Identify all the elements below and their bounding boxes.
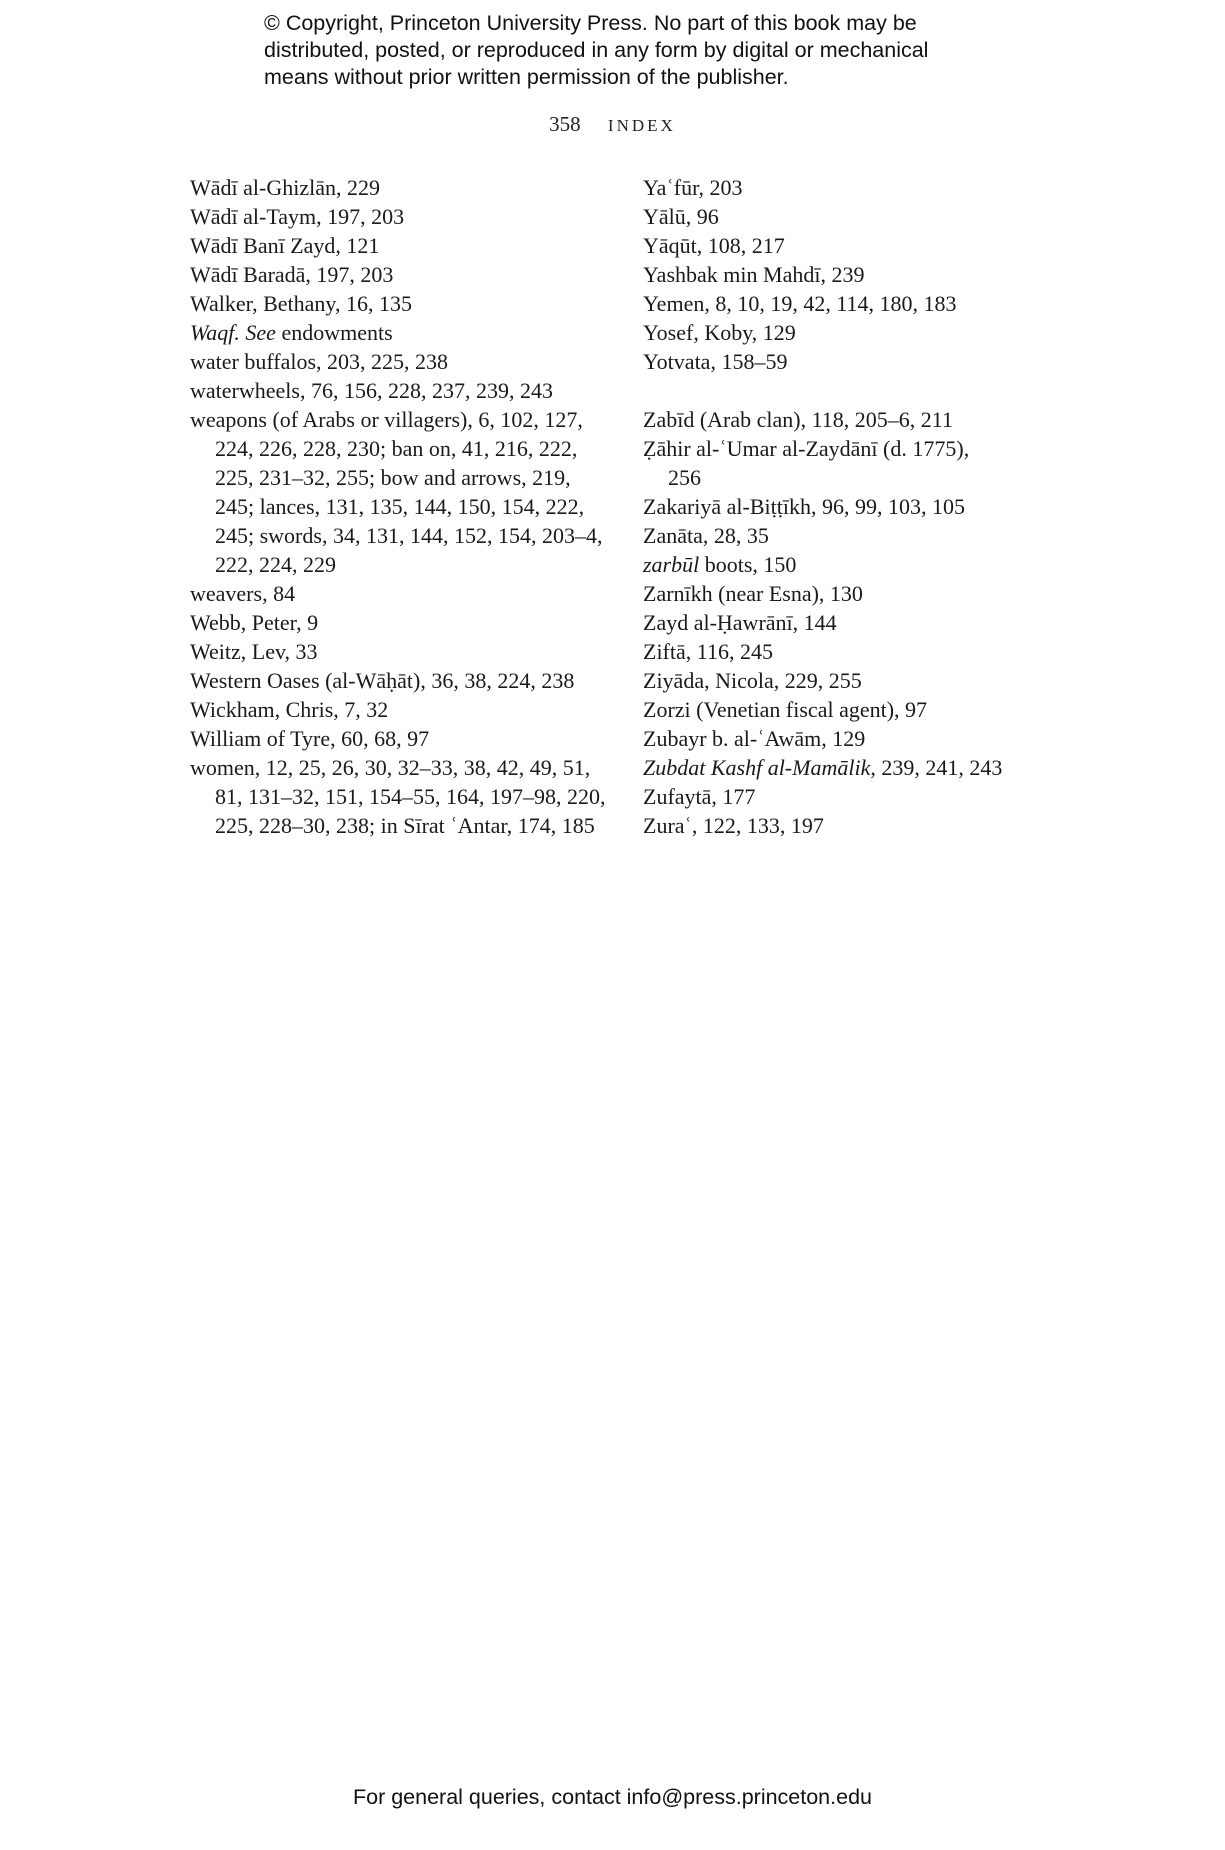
index-entry: Yashbak min Mahdī, 239 [643,262,865,287]
copyright-line: distributed, posted, or reproduced in any form by digital or mechanical [264,38,929,62]
index-entry: Zanāta, 28, 35 [643,523,769,548]
index-entry: Ziftā, 116, 245 [643,639,773,664]
index-entry: weapons (of Arabs or villagers), 6, 102, 127, 224, 226, 228, 230; ban on, 41, 216, 222, 225, 231–32, 255; bow and arrows, 219, 245; lances, 131, 135, 144, 150, 154, 222, 245; swords, 34, 131, 144, 152, 154, 203–4, 222, 224, 229 [190,407,603,577]
index-entry: Yaʿfūr, 203 [643,175,743,200]
index-entry: Zarnīkh (near Esna), 130 [643,581,863,606]
copyright-notice [264,10,1004,91]
index-entry: Zubdat Kashf al-Mamālik, 239, 241, 243 [643,755,1003,780]
italic-term: Zubdat Kashf al-Mamālik [643,755,871,780]
index-entry: Wādī al-Taym, 197, 203 [190,204,405,229]
index-entry: Zorzi (Venetian fiscal agent), 97 [643,697,928,722]
index-entry: weavers, 84 [190,581,296,606]
index-entry: Wādī al-Ghizlān, 229 [190,175,380,200]
index-entry: Yāqūt, 108, 217 [643,233,785,258]
index-entry: Zubayr b. al-ʿAwām, 129 [643,726,866,751]
index-entry: Zabīd (Arab clan), 118, 205–6, 211 [643,407,953,432]
index-entry: Zayd al-Ḥawrānī, 144 [643,610,837,635]
running-head [0,112,1225,137]
italic-term: zarbūl [643,552,700,577]
index-entry: Zuraʿ, 122, 133, 197 [643,813,824,838]
index-column-right [643,173,1083,840]
index-entry: Webb, Peter, 9 [190,610,319,635]
copyright-line: © Copyright, Princeton University Press. No part of this book may be [264,11,917,35]
index-entry: Zakariyā al-Biṭṭīkh, 96, 99, 103, 105 [643,494,965,519]
page-number: 358 [549,112,581,136]
index-entry: William of Tyre, 60, 68, 97 [190,726,430,751]
index-entry: Wickham, Chris, 7, 32 [190,697,389,722]
index-entry: Weitz, Lev, 33 [190,639,318,664]
italic-term: Waqf. See [190,320,276,345]
index-entry: Western Oases (al-Wāḥāt), 36, 38, 224, 238 [190,668,575,693]
index-entry: Wādī Banī Zayd, 121 [190,233,380,258]
index-entry: Ziyāda, Nicola, 229, 255 [643,668,862,693]
section-title: INDEX [607,116,676,135]
index-entry: zarbūl boots, 150 [643,552,797,577]
index-entry: Ẓāhir al-ʿUmar al-Zaydānī (d. 1775), 256 [643,436,970,490]
index-entry: women, 12, 25, 26, 30, 32–33, 38, 42, 49, 51, 81, 131–32, 151, 154–55, 164, 197–98, 220, 225, 228–30, 238; in Sīrat ʿAntar, 174, 185 [190,755,606,838]
index-entry: waterwheels, 76, 156, 228, 237, 239, 243 [190,378,553,403]
index-entry: Wādī Baradā, 197, 203 [190,262,394,287]
index-entry: Yotvata, 158–59 [643,349,788,374]
footer-contact: For general queries, contact info@press.princeton.edu [352,1785,872,1809]
index-entry: Yemen, 8, 10, 19, 42, 114, 180, 183 [643,291,957,316]
index-entry: Yosef, Koby, 129 [643,320,796,345]
index-entry: Yālū, 96 [643,204,719,229]
copyright-line: means without prior written permission of the publisher. [264,65,789,89]
index-entry: water buffalos, 203, 225, 238 [190,349,449,374]
index-entry: Walker, Bethany, 16, 135 [190,291,412,316]
index-entry: Zufaytā, 177 [643,784,756,809]
index-column-left [190,173,610,840]
index-entry: Waqf. See endowments [190,320,393,345]
